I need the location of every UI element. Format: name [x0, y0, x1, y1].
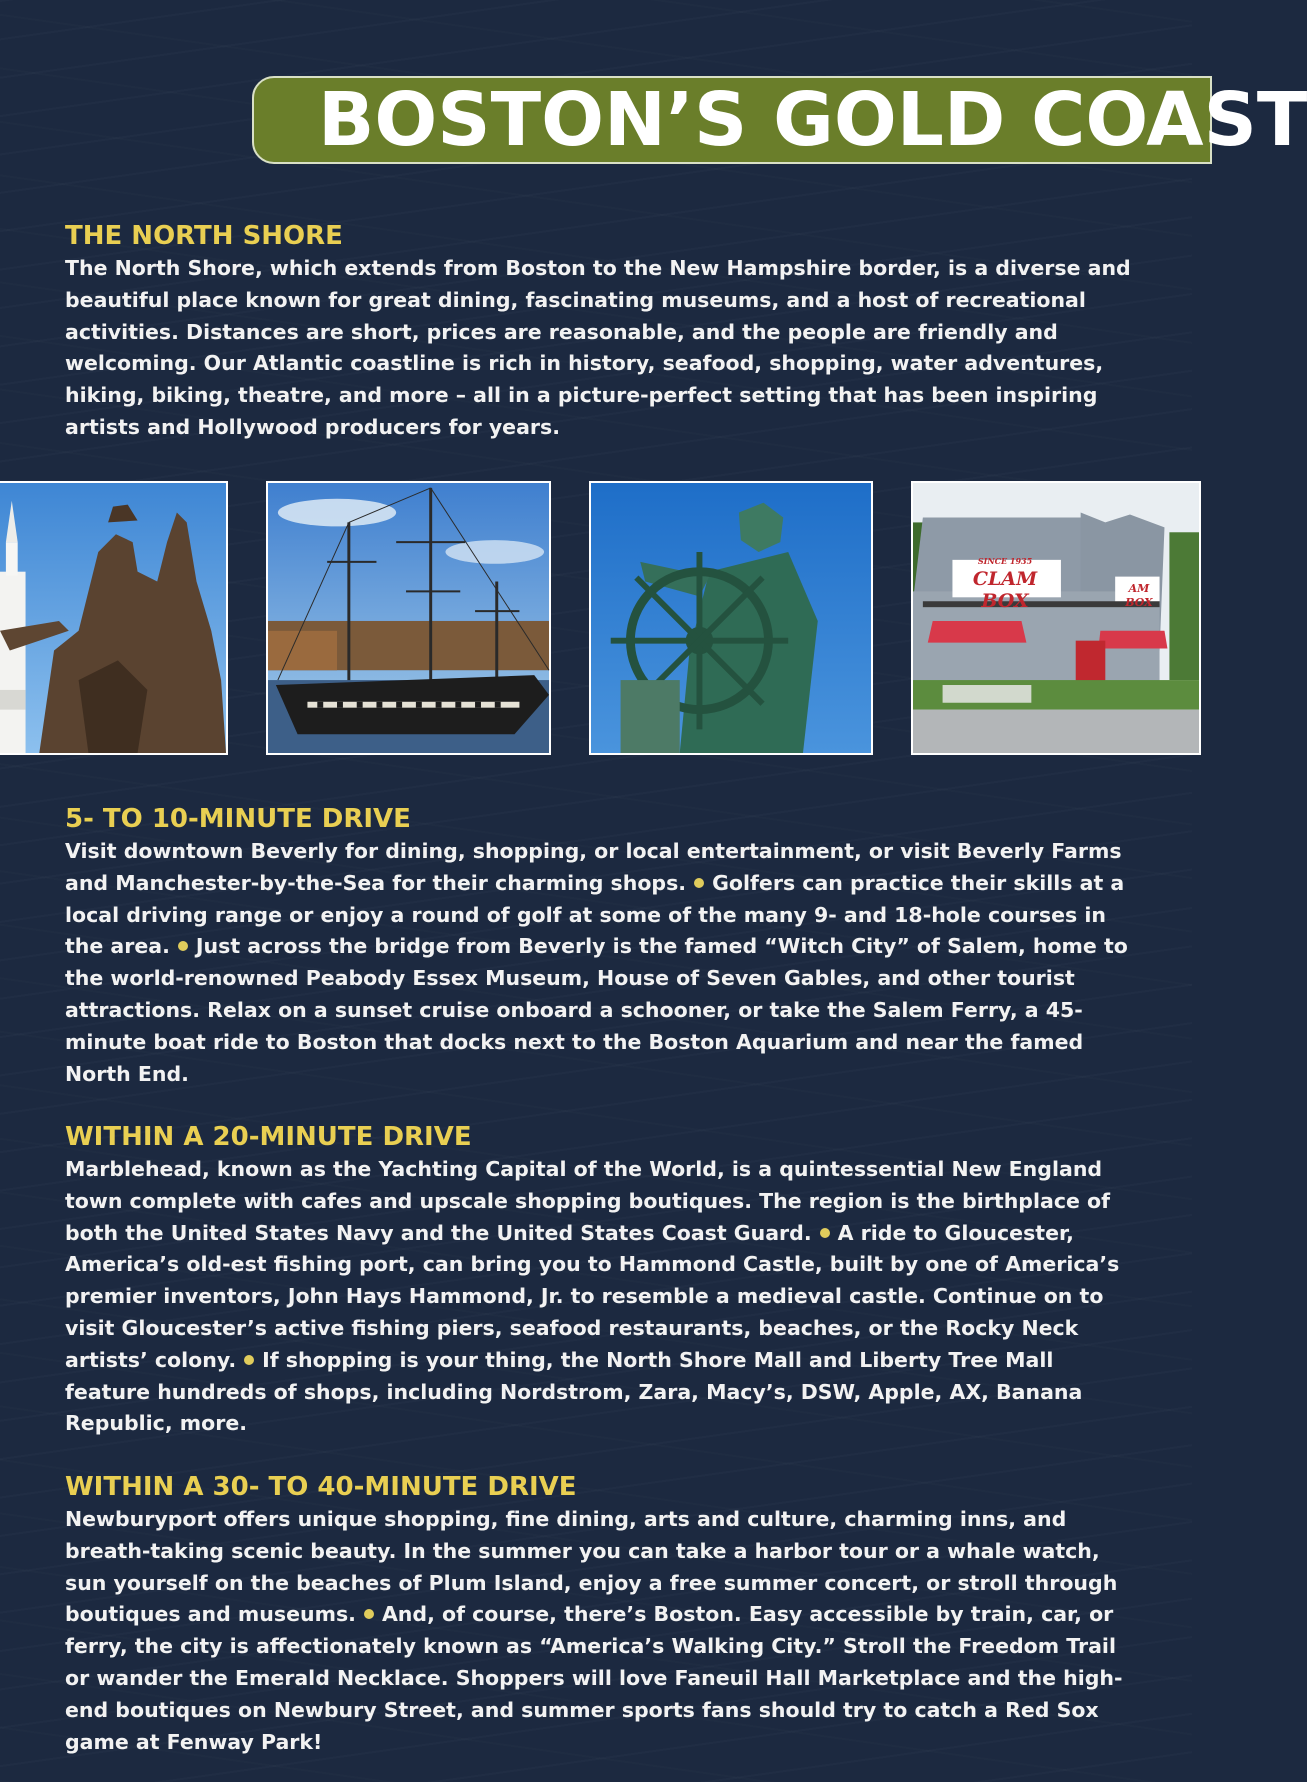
section-heading: 5- TO 10-MINUTE DRIVE: [65, 804, 411, 834]
section-heading: WITHIN A 30- TO 40-MINUTE DRIVE: [65, 1472, 577, 1502]
paragraph: And, of course, there’s Boston. Easy accessible by train, car, or ferry, the city is affectionately known as “America’s Walking City.” Stroll the Freedom Trail or wander the Emerald Necklace. Shoppers will love Faneuil Hall Marketplace and the high-end boutiques on Newbury Street, and summer sports fans should try to catch a Red Sox game at Fenway Park!: [65, 1602, 1123, 1754]
bullet-separator: [820, 1228, 830, 1238]
photo-uss-constitution: [266, 481, 551, 755]
section-5-to-10-minute-drive: [65, 802, 1145, 1090]
photo-fishermans-memorial: [589, 481, 873, 755]
paragraph: Golfers can practice their skills at a local driving range or enjoy a round of golf at some of the many 9- and 18-hole courses in the area.: [65, 870, 1125, 959]
section-body: [65, 253, 1145, 444]
paragraph: The North Shore, which extends from Boston to the New Hampshire border, is a diverse and beautiful place known for great dining, fascinating museums, and a host of recreational activities. Distances are short, prices are reasonable, and the people are friendly and welcoming. Our Atlantic coastline is rich in history, seafood, shopping, water adventures, hiking, biking, theatre, and more – all in a picture-perfect setting that has been inspiring artists and Hollywood producers for years.: [65, 256, 1131, 439]
clam-box-side-sign: AM BOX: [1125, 582, 1153, 609]
clam-box-sign-year: SINCE 1935: [977, 556, 1033, 566]
bullet-separator: [364, 1609, 374, 1619]
photo-clam-box: [911, 481, 1201, 755]
ship-illustration: [268, 483, 549, 753]
section-within-20-minute-drive: [65, 1120, 1145, 1440]
section-heading: THE NORTH SHORE: [65, 221, 343, 251]
bullet-separator: [244, 1355, 254, 1365]
paragraph: Visit downtown Beverly for dining, shopping, or local entertainment, or visit Beverly Farms and Manchester-by-the-Sea for their charming shops.: [65, 839, 1122, 895]
section-within-30-to-40-minute-drive: [65, 1470, 1145, 1758]
photo-paul-revere-statue: [0, 481, 228, 755]
paragraph: Just across the bridge from Beverly is the famed “Witch City” of Salem, home to the world-renowned Peabody Essex Museum, House of Seven Gables, and other tourist attractions. Relax on a sunset cruise onboard a schooner, or take the Salem Ferry, a 45-minute boat ride to Boston that docks next to the Boston Aquarium and near the famed North End.: [65, 934, 1128, 1086]
clam-box-illustration: [913, 483, 1199, 753]
section-north-shore: [65, 219, 1145, 444]
section-body: [65, 1504, 1145, 1758]
paragraph: Newburyport offers unique shopping, fine dining, arts and culture, charming inns, and breath-taking scenic beauty. In the summer you can take a harbor tour or a whale watch, sun yourself on the beaches of Plum Island, enjoy a free summer concert, or stroll through boutiques and museums.: [65, 1507, 1118, 1627]
bullet-separator: [694, 878, 704, 888]
clam-box-sign-name: CLAM BOX: [972, 568, 1038, 612]
bullet-separator: [178, 941, 188, 951]
paragraph: If shopping is your thing, the North Shore Mall and Liberty Tree Mall feature hundreds of shops, including Nordstrom, Zara, Macy’s, DSW, Apple, AX, Banana Republic, more.: [65, 1347, 1083, 1436]
section-heading: WITHIN A 20-MINUTE DRIVE: [65, 1122, 472, 1152]
paragraph: Marblehead, known as the Yachting Capital of the World, is a quintessential New England town complete with cafes and upscale shopping boutiques. The region is the birthplace of both the United States Navy and the United States Coast Guard.: [65, 1157, 1111, 1245]
section-body: [65, 1154, 1145, 1440]
statue-illustration: [0, 483, 226, 753]
section-body: [65, 836, 1145, 1090]
page-title: BOSTON’S GOLD COAST: [318, 77, 1307, 163]
paragraph: A ride to Gloucester, America’s old-est fishing port, can bring you to Hammond Castle, built by one of America’s premier inventors, John Hays Hammond, Jr. to resemble a medieval castle. Continue on to visit Gloucester’s active fishing piers, seafood restaurants, beaches, or the Rocky Neck artists’ colony.: [65, 1220, 1120, 1372]
fisherman-illustration: [591, 483, 871, 753]
